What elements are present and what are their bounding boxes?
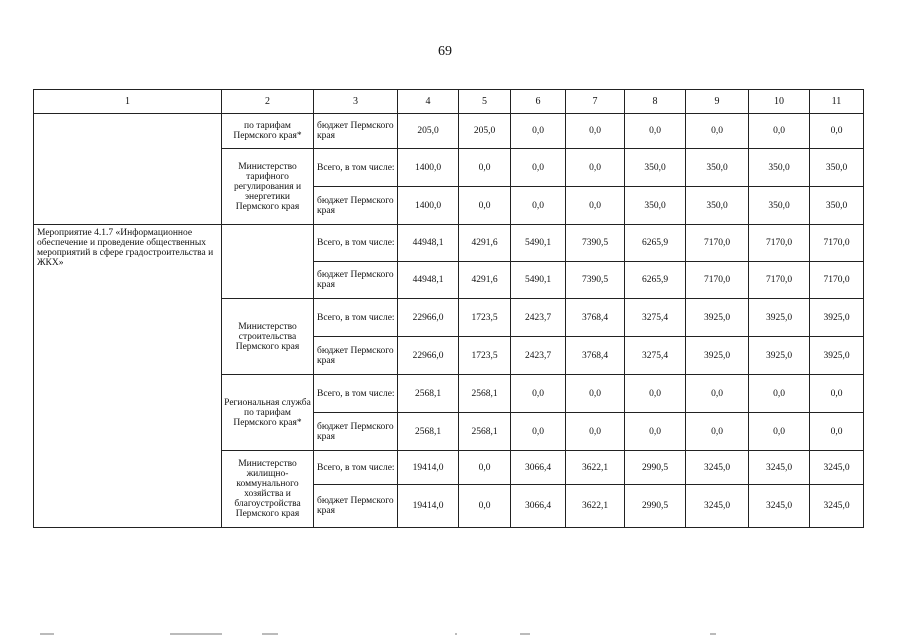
value-cell: 3925,0 bbox=[749, 299, 810, 337]
value-cell: 3066,4 bbox=[511, 451, 566, 485]
empty-cell bbox=[34, 114, 222, 225]
value-cell: 2990,5 bbox=[625, 451, 686, 485]
value-cell: 3768,4 bbox=[566, 337, 625, 375]
page-number: 69 bbox=[438, 44, 452, 59]
value-cell: 0,0 bbox=[459, 187, 511, 225]
value-cell: 22966,0 bbox=[398, 337, 459, 375]
value-cell: 350,0 bbox=[625, 187, 686, 225]
value-cell: 3768,4 bbox=[566, 299, 625, 337]
scan-speck bbox=[40, 633, 54, 635]
header-cell: 7 bbox=[566, 90, 625, 114]
value-cell: 3245,0 bbox=[749, 485, 810, 528]
value-cell: 3622,1 bbox=[566, 485, 625, 528]
value-cell: 0,0 bbox=[511, 375, 566, 413]
value-cell: 3245,0 bbox=[686, 451, 749, 485]
value-cell: 3245,0 bbox=[810, 485, 864, 528]
empty-cell bbox=[222, 225, 314, 299]
header-cell: 2 bbox=[222, 90, 314, 114]
value-cell: 3275,4 bbox=[625, 299, 686, 337]
value-cell: 0,0 bbox=[686, 375, 749, 413]
value-cell: 350,0 bbox=[749, 187, 810, 225]
value-cell: 7170,0 bbox=[686, 262, 749, 299]
value-cell: 0,0 bbox=[810, 375, 864, 413]
value-cell: 3245,0 bbox=[686, 485, 749, 528]
executor-cell: Министерство строительства Пермского края bbox=[222, 299, 314, 375]
value-cell: 3925,0 bbox=[810, 337, 864, 375]
value-cell: 0,0 bbox=[625, 375, 686, 413]
source-cell: Всего, в том числе: bbox=[314, 451, 398, 485]
value-cell: 3925,0 bbox=[749, 337, 810, 375]
value-cell: 3622,1 bbox=[566, 451, 625, 485]
executor-cell: Министерство жилищно-коммунального хозяйства и благоустройства Пермского края bbox=[222, 451, 314, 528]
value-cell: 3066,4 bbox=[511, 485, 566, 528]
source-cell: Всего, в том числе: bbox=[314, 375, 398, 413]
value-cell: 0,0 bbox=[810, 413, 864, 451]
activity-cell: Мероприятие 4.1.7 «Информационное обеспечение и проведение общественных мероприятий в сфере градостроительства и ЖКХ» bbox=[34, 225, 222, 528]
value-cell: 2423,7 bbox=[511, 337, 566, 375]
value-cell: 0,0 bbox=[686, 114, 749, 149]
value-cell: 350,0 bbox=[810, 187, 864, 225]
value-cell: 0,0 bbox=[459, 485, 511, 528]
value-cell: 2568,1 bbox=[398, 375, 459, 413]
value-cell: 5490,1 bbox=[511, 225, 566, 262]
value-cell: 7390,5 bbox=[566, 262, 625, 299]
value-cell: 0,0 bbox=[686, 413, 749, 451]
value-cell: 0,0 bbox=[625, 114, 686, 149]
value-cell: 0,0 bbox=[625, 413, 686, 451]
value-cell: 3245,0 bbox=[749, 451, 810, 485]
value-cell: 0,0 bbox=[566, 149, 625, 187]
header-cell: 8 bbox=[625, 90, 686, 114]
value-cell: 4291,6 bbox=[459, 225, 511, 262]
value-cell: 350,0 bbox=[749, 149, 810, 187]
value-cell: 0,0 bbox=[459, 451, 511, 485]
source-cell: Всего, в том числе: bbox=[314, 149, 398, 187]
value-cell: 3925,0 bbox=[686, 337, 749, 375]
value-cell: 3275,4 bbox=[625, 337, 686, 375]
value-cell: 0,0 bbox=[566, 375, 625, 413]
value-cell: 3245,0 bbox=[810, 451, 864, 485]
source-cell: Всего, в том числе: bbox=[314, 299, 398, 337]
header-cell: 5 bbox=[459, 90, 511, 114]
value-cell: 7170,0 bbox=[686, 225, 749, 262]
source-cell: бюджет Пермского края bbox=[314, 114, 398, 149]
value-cell: 4291,6 bbox=[459, 262, 511, 299]
value-cell: 0,0 bbox=[566, 413, 625, 451]
value-cell: 0,0 bbox=[511, 187, 566, 225]
value-cell: 0,0 bbox=[511, 413, 566, 451]
value-cell: 0,0 bbox=[810, 114, 864, 149]
source-cell: Всего, в том числе: bbox=[314, 225, 398, 262]
value-cell: 2568,1 bbox=[459, 413, 511, 451]
scan-speck bbox=[520, 633, 530, 635]
value-cell: 22966,0 bbox=[398, 299, 459, 337]
source-cell: бюджет Пермского края bbox=[314, 485, 398, 528]
source-cell: бюджет Пермского края bbox=[314, 413, 398, 451]
scan-specks bbox=[0, 633, 905, 637]
value-cell: 19414,0 bbox=[398, 485, 459, 528]
scan-speck bbox=[170, 633, 222, 635]
value-cell: 2568,1 bbox=[398, 413, 459, 451]
table-row bbox=[34, 225, 864, 262]
value-cell: 350,0 bbox=[625, 149, 686, 187]
header-cell: 4 bbox=[398, 90, 459, 114]
value-cell: 0,0 bbox=[566, 187, 625, 225]
source-cell: бюджет Пермского края bbox=[314, 262, 398, 299]
budget-table bbox=[33, 89, 864, 528]
value-cell: 0,0 bbox=[749, 114, 810, 149]
value-cell: 0,0 bbox=[749, 413, 810, 451]
header-cell: 10 bbox=[749, 90, 810, 114]
value-cell: 0,0 bbox=[749, 375, 810, 413]
value-cell: 6265,9 bbox=[625, 262, 686, 299]
source-cell: бюджет Пермского края bbox=[314, 187, 398, 225]
value-cell: 205,0 bbox=[459, 114, 511, 149]
source-cell: бюджет Пермского края bbox=[314, 337, 398, 375]
value-cell: 1723,5 bbox=[459, 337, 511, 375]
value-cell: 3925,0 bbox=[686, 299, 749, 337]
header-cell: 3 bbox=[314, 90, 398, 114]
value-cell: 2568,1 bbox=[459, 375, 511, 413]
value-cell: 0,0 bbox=[511, 149, 566, 187]
value-cell: 5490,1 bbox=[511, 262, 566, 299]
table-row bbox=[34, 114, 864, 149]
scan-speck bbox=[455, 633, 457, 635]
scan-speck bbox=[262, 633, 278, 635]
header-cell: 1 bbox=[34, 90, 222, 114]
executor-cell: по тарифам Пермского края* bbox=[222, 114, 314, 149]
header-cell: 9 bbox=[686, 90, 749, 114]
value-cell: 3925,0 bbox=[810, 299, 864, 337]
value-cell: 7390,5 bbox=[566, 225, 625, 262]
value-cell: 2990,5 bbox=[625, 485, 686, 528]
value-cell: 1723,5 bbox=[459, 299, 511, 337]
value-cell: 44948,1 bbox=[398, 225, 459, 262]
value-cell: 7170,0 bbox=[810, 262, 864, 299]
value-cell: 0,0 bbox=[511, 114, 566, 149]
header-cell: 11 bbox=[810, 90, 864, 114]
value-cell: 0,0 bbox=[459, 149, 511, 187]
value-cell: 350,0 bbox=[810, 149, 864, 187]
value-cell: 350,0 bbox=[686, 187, 749, 225]
value-cell: 7170,0 bbox=[749, 262, 810, 299]
value-cell: 19414,0 bbox=[398, 451, 459, 485]
value-cell: 0,0 bbox=[566, 114, 625, 149]
value-cell: 350,0 bbox=[686, 149, 749, 187]
header-cell: 6 bbox=[511, 90, 566, 114]
value-cell: 1400,0 bbox=[398, 187, 459, 225]
scan-speck bbox=[710, 633, 716, 635]
executor-cell: Региональная служба по тарифам Пермского края* bbox=[222, 375, 314, 451]
value-cell: 7170,0 bbox=[749, 225, 810, 262]
table-header-row bbox=[34, 90, 864, 114]
executor-cell: Министерство тарифного регулирования и энергетики Пермского края bbox=[222, 149, 314, 225]
value-cell: 1400,0 bbox=[398, 149, 459, 187]
value-cell: 2423,7 bbox=[511, 299, 566, 337]
value-cell: 7170,0 bbox=[810, 225, 864, 262]
value-cell: 44948,1 bbox=[398, 262, 459, 299]
value-cell: 6265,9 bbox=[625, 225, 686, 262]
value-cell: 205,0 bbox=[398, 114, 459, 149]
